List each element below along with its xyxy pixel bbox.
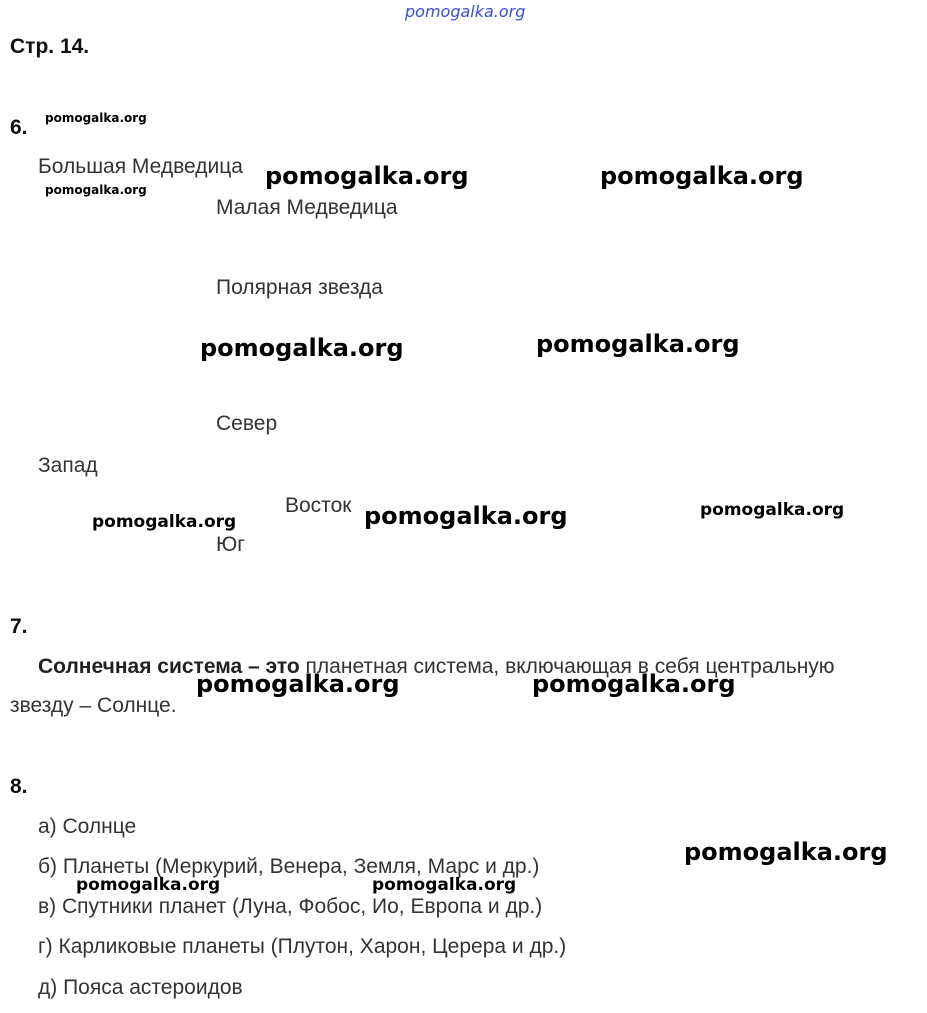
label-big-dipper: Большая Медведица bbox=[38, 155, 243, 178]
watermark: pomogalka.org bbox=[364, 502, 568, 530]
list-item: б) Планеты (Меркурий, Венера, Земля, Марс и др.) bbox=[38, 855, 540, 878]
task-7-line-2: звезду – Солнце. bbox=[10, 694, 177, 717]
task-7-definition: планетная система, включающая в себя центральную bbox=[299, 655, 835, 678]
watermark: pomogalka.org bbox=[92, 512, 237, 532]
list-item: а) Солнце bbox=[38, 815, 137, 838]
task-6-number: 6. bbox=[10, 116, 28, 139]
task-7-term: Солнечная система – это bbox=[38, 655, 300, 678]
list-item: в) Спутники планет (Луна, Фобос, Ио, Европа и др.) bbox=[38, 895, 543, 918]
list-item: д) Пояса астероидов bbox=[38, 976, 243, 999]
watermark: pomogalka.org bbox=[372, 875, 517, 895]
watermark: pomogalka.org bbox=[45, 183, 147, 197]
watermark: pomogalka.org bbox=[536, 330, 740, 358]
watermark: pomogalka.org bbox=[200, 334, 404, 362]
task-7-number: 7. bbox=[10, 615, 28, 638]
label-polaris: Полярная звезда bbox=[216, 276, 383, 299]
label-west: Запад bbox=[38, 454, 98, 477]
label-south: Юг bbox=[216, 533, 245, 556]
watermark: pomogalka.org bbox=[532, 670, 736, 698]
task-8-number: 8. bbox=[10, 775, 28, 798]
label-east: Восток bbox=[285, 494, 352, 517]
list-item: г) Карликовые планеты (Плутон, Харон, Церера и др.) bbox=[38, 935, 567, 958]
watermark-top: pomogalka.org bbox=[405, 2, 526, 21]
watermark: pomogalka.org bbox=[265, 162, 469, 190]
label-little-dipper: Малая Медведица bbox=[216, 196, 398, 219]
watermark: pomogalka.org bbox=[76, 875, 221, 895]
watermark: pomogalka.org bbox=[600, 162, 804, 190]
watermark: pomogalka.org bbox=[700, 500, 845, 520]
watermark: pomogalka.org bbox=[684, 838, 888, 866]
label-north: Север bbox=[216, 412, 278, 435]
watermark: pomogalka.org bbox=[45, 111, 147, 125]
watermark: pomogalka.org bbox=[196, 670, 400, 698]
page-title: Стр. 14. bbox=[10, 35, 90, 58]
